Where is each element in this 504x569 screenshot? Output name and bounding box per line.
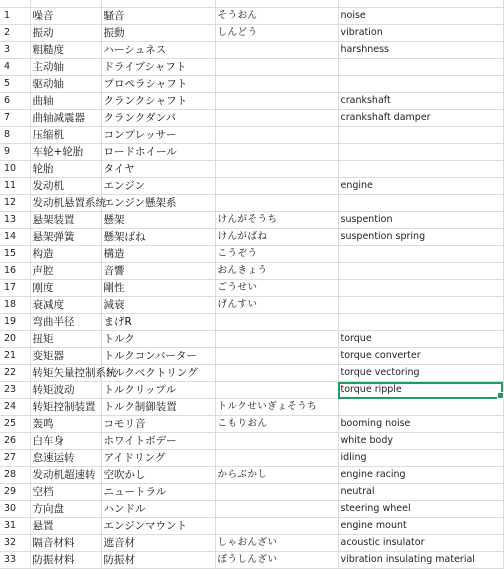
cell-chinese-term[interactable]: 衰减度 (30, 297, 101, 314)
table-row (0, 25, 503, 42)
table-row (0, 484, 503, 501)
cell-japanese-term[interactable]: 構造 (101, 246, 215, 263)
cell-english-term[interactable] (338, 399, 503, 416)
cell-japanese-term[interactable]: 空吹かし (101, 467, 215, 484)
cell-japanese-term[interactable]: タイヤ (101, 161, 215, 178)
cell-english-term[interactable]: torque vectoring (338, 365, 503, 382)
table-row (0, 450, 503, 467)
cell-english-term[interactable]: torque converter (338, 348, 503, 365)
cell-english-term[interactable]: vibration (338, 25, 503, 42)
cell-japanese-term[interactable]: 懸架 (101, 212, 215, 229)
cell-japanese-reading[interactable]: けんがそうち (215, 212, 338, 229)
table-row (0, 144, 503, 161)
cell-japanese-term[interactable]: コンプレッサー (101, 127, 215, 144)
cell-japanese-term[interactable]: トルク (101, 331, 215, 348)
cell-english-term[interactable] (338, 76, 503, 93)
table-row (0, 8, 503, 25)
cell-chinese-term[interactable]: 主动轴 (30, 59, 101, 76)
cell-japanese-term[interactable] (101, 0, 215, 8)
row-number: 6 (0, 93, 30, 110)
cell-chinese-term[interactable]: 曲轴 (30, 93, 101, 110)
table-row (0, 433, 503, 450)
row-number: 27 (0, 450, 30, 467)
row-number: 33 (0, 552, 30, 569)
cell-japanese-reading[interactable] (215, 331, 338, 348)
cell-chinese-term[interactable]: 压缩机 (30, 127, 101, 144)
cell-japanese-reading[interactable] (215, 59, 338, 76)
table-row (0, 59, 503, 76)
cell-english-term[interactable]: suspention (338, 212, 503, 229)
cell-japanese-term[interactable]: 遮音材 (101, 535, 215, 552)
cell-chinese-term[interactable]: 轮胎 (30, 161, 101, 178)
cell-english-term[interactable] (338, 144, 503, 161)
cell-chinese-term[interactable]: 悬架装置 (30, 212, 101, 229)
table-row (0, 365, 503, 382)
cell-japanese-reading[interactable] (215, 314, 338, 331)
cell-chinese-term[interactable]: 发动机悬置系统 (30, 195, 101, 212)
row-number: 7 (0, 110, 30, 127)
cell-chinese-term[interactable]: 噪音 (30, 8, 101, 25)
cell-english-term[interactable]: torque (338, 331, 503, 348)
cell-japanese-term[interactable]: クランクシャフト (101, 93, 215, 110)
cell-japanese-reading[interactable] (215, 433, 338, 450)
cell-chinese-term[interactable]: 声腔 (30, 263, 101, 280)
cell-japanese-term[interactable]: 防振材 (101, 552, 215, 569)
cell-japanese-reading[interactable] (215, 195, 338, 212)
table-row (0, 0, 503, 8)
cell-chinese-term[interactable]: 弯曲半径 (30, 314, 101, 331)
cell-chinese-term[interactable]: 构造 (30, 246, 101, 263)
row-number: 23 (0, 382, 30, 399)
table-row (0, 76, 503, 93)
cell-japanese-reading[interactable] (215, 161, 338, 178)
cell-japanese-reading[interactable] (215, 484, 338, 501)
table-row (0, 382, 503, 399)
cell-japanese-term[interactable]: コモリ音 (101, 416, 215, 433)
cell-japanese-term[interactable]: トルク制御装置 (101, 399, 215, 416)
selected-cell[interactable]: torque ripple (338, 382, 503, 399)
row-number: 26 (0, 433, 30, 450)
cell-japanese-term[interactable]: 懸架ばね (101, 229, 215, 246)
cell-japanese-reading[interactable]: トルクせいぎょそうち (215, 399, 338, 416)
cell-japanese-term[interactable]: ロードホイール (101, 144, 215, 161)
cell-english-term[interactable]: engine mount (338, 518, 503, 535)
cell-japanese-reading[interactable] (215, 348, 338, 365)
cell-japanese-reading[interactable]: げんすい (215, 297, 338, 314)
cell-chinese-term[interactable]: 刚度 (30, 280, 101, 297)
cell-japanese-term[interactable]: ホワイトボデー (101, 433, 215, 450)
cell-japanese-term[interactable]: ハンドル (101, 501, 215, 518)
cell-japanese-reading[interactable]: おんきょう (215, 263, 338, 280)
cell-japanese-reading[interactable] (215, 450, 338, 467)
row-number: 5 (0, 76, 30, 93)
cell-english-term[interactable]: crankshaft (338, 93, 503, 110)
cell-japanese-reading[interactable] (215, 0, 338, 8)
fill-handle[interactable] (497, 392, 504, 399)
table-row (0, 280, 503, 297)
cell-japanese-term[interactable]: エンジン (101, 178, 215, 195)
cell-japanese-term[interactable]: 騒音 (101, 8, 215, 25)
row-number: 31 (0, 518, 30, 535)
cell-japanese-reading[interactable]: けんがばね (215, 229, 338, 246)
table-row (0, 331, 503, 348)
cell-japanese-term[interactable]: 振動 (101, 25, 215, 42)
cell-english-term[interactable]: steering wheel (338, 501, 503, 518)
cell-chinese-term[interactable]: 轰鸣 (30, 416, 101, 433)
row-number: 29 (0, 484, 30, 501)
cell-chinese-term[interactable]: 发动机 (30, 178, 101, 195)
cell-chinese-term[interactable]: 白车身 (30, 433, 101, 450)
cell-chinese-term[interactable]: 驱动轴 (30, 76, 101, 93)
table-row (0, 229, 503, 246)
table-row (0, 246, 503, 263)
cell-english-term[interactable] (338, 127, 503, 144)
row-number: 22 (0, 365, 30, 382)
cell-japanese-term[interactable]: トルクリップル (101, 382, 215, 399)
table-row (0, 263, 503, 280)
cell-japanese-reading[interactable] (215, 518, 338, 535)
cell-english-term[interactable] (338, 195, 503, 212)
table-row (0, 552, 503, 569)
cell-chinese-term[interactable]: 悬架弹簧 (30, 229, 101, 246)
cell-english-term[interactable]: engine racing (338, 467, 503, 484)
cell-chinese-term[interactable]: 方向盘 (30, 501, 101, 518)
cell-japanese-term[interactable]: アイドリング (101, 450, 215, 467)
cell-english-term[interactable]: crankshaft damper (338, 110, 503, 127)
cell-english-term[interactable] (338, 246, 503, 263)
table-row (0, 416, 503, 433)
cell-chinese-term[interactable]: 振动 (30, 25, 101, 42)
cell-japanese-term[interactable]: トルクコンバーター (101, 348, 215, 365)
cell-japanese-term[interactable]: ニュートラル (101, 484, 215, 501)
cell-japanese-reading[interactable]: からぶかし (215, 467, 338, 484)
cell-japanese-reading[interactable] (215, 93, 338, 110)
row-number: 8 (0, 127, 30, 144)
cell-english-term[interactable]: vibration insulating material (338, 552, 503, 569)
cell-japanese-term[interactable]: プロペラシャフト (101, 76, 215, 93)
row-number: 19 (0, 314, 30, 331)
cell-japanese-term[interactable]: まげR (101, 314, 215, 331)
cell-japanese-term[interactable]: ドライブシャフト (101, 59, 215, 76)
cell-chinese-term[interactable]: 悬置 (30, 518, 101, 535)
table-row (0, 42, 503, 59)
row-number: 16 (0, 263, 30, 280)
cell-chinese-term[interactable]: 曲轴减震器 (30, 110, 101, 127)
cell-japanese-term[interactable]: 音響 (101, 263, 215, 280)
table-row (0, 297, 503, 314)
row-number: 11 (0, 178, 30, 195)
cell-english-term[interactable]: suspention spring (338, 229, 503, 246)
cell-japanese-reading[interactable] (215, 42, 338, 59)
table-row (0, 518, 503, 535)
table-row (0, 535, 503, 552)
table-row (0, 178, 503, 195)
cell-japanese-reading[interactable] (215, 76, 338, 93)
cell-chinese-term[interactable] (30, 0, 101, 8)
cell-japanese-term[interactable]: 剛性 (101, 280, 215, 297)
cell-english-term[interactable]: white body (338, 433, 503, 450)
cell-english-term[interactable] (338, 314, 503, 331)
row-number: 2 (0, 25, 30, 42)
cell-english-term[interactable] (338, 263, 503, 280)
cell-japanese-term[interactable]: 減衰 (101, 297, 215, 314)
cell-english-term[interactable]: acoustic insulator (338, 535, 503, 552)
cell-japanese-reading[interactable] (215, 110, 338, 127)
cell-japanese-reading[interactable] (215, 144, 338, 161)
row-number: 9 (0, 144, 30, 161)
cell-japanese-term[interactable]: トルクベクトリング (101, 365, 215, 382)
row-number: 14 (0, 229, 30, 246)
cell-japanese-term[interactable]: エンジンマウント (101, 518, 215, 535)
table-row (0, 399, 503, 416)
table-row (0, 195, 503, 212)
cell-japanese-reading[interactable] (215, 501, 338, 518)
cell-japanese-reading[interactable]: こもりおん (215, 416, 338, 433)
row-number: 17 (0, 280, 30, 297)
row-number: 28 (0, 467, 30, 484)
table-row (0, 161, 503, 178)
table-row (0, 127, 503, 144)
row-number: 30 (0, 501, 30, 518)
cell-chinese-term[interactable]: 空档 (30, 484, 101, 501)
cell-english-term[interactable] (338, 59, 503, 76)
cell-english-term[interactable] (338, 161, 503, 178)
cell-english-term[interactable] (338, 297, 503, 314)
cell-chinese-term[interactable]: 转矩矢量控制系统 (30, 365, 101, 382)
row-number (0, 0, 30, 8)
cell-japanese-reading[interactable] (215, 178, 338, 195)
cell-chinese-term[interactable]: 转矩波动 (30, 382, 101, 399)
cell-japanese-reading[interactable]: ごうせい (215, 280, 338, 297)
row-number: 21 (0, 348, 30, 365)
row-number: 3 (0, 42, 30, 59)
cell-chinese-term[interactable]: 转矩控制装置 (30, 399, 101, 416)
row-number: 20 (0, 331, 30, 348)
cell-chinese-term[interactable]: 发动机超速转 (30, 467, 101, 484)
cell-chinese-term[interactable]: 扭矩 (30, 331, 101, 348)
cell-english-term[interactable]: harshness (338, 42, 503, 59)
cell-english-term[interactable]: neutral (338, 484, 503, 501)
cell-english-term[interactable]: idling (338, 450, 503, 467)
cell-chinese-term[interactable]: 怠速运转 (30, 450, 101, 467)
cell-chinese-term[interactable]: 防振材料 (30, 552, 101, 569)
cell-english-term[interactable]: booming noise (338, 416, 503, 433)
cell-japanese-term[interactable]: エンジン懸架系 (101, 195, 215, 212)
row-number: 18 (0, 297, 30, 314)
cell-japanese-reading[interactable] (215, 382, 338, 399)
cell-japanese-reading[interactable]: しゃおんざい (215, 535, 338, 552)
cell-japanese-term[interactable]: クランクダンパ (101, 110, 215, 127)
cell-japanese-reading[interactable] (215, 365, 338, 382)
row-number: 12 (0, 195, 30, 212)
table-row (0, 467, 503, 484)
row-number: 4 (0, 59, 30, 76)
cell-japanese-reading[interactable]: ぼうしんざい (215, 552, 338, 569)
table-row (0, 93, 503, 110)
table-row (0, 348, 503, 365)
cell-japanese-reading[interactable]: そうおん (215, 8, 338, 25)
cell-japanese-reading[interactable] (215, 127, 338, 144)
cell-japanese-reading[interactable]: こうぞう (215, 246, 338, 263)
cell-english-term[interactable] (338, 0, 503, 8)
row-number: 1 (0, 8, 30, 25)
table-row (0, 212, 503, 229)
cell-japanese-term[interactable]: ハーシュネス (101, 42, 215, 59)
cell-chinese-term[interactable]: 车轮+轮胎 (30, 144, 101, 161)
row-number: 10 (0, 161, 30, 178)
cell-english-term[interactable]: engine (338, 178, 503, 195)
row-number: 32 (0, 535, 30, 552)
table-row (0, 501, 503, 518)
row-number: 24 (0, 399, 30, 416)
row-number: 25 (0, 416, 30, 433)
table-row (0, 110, 503, 127)
table-row (0, 314, 503, 331)
cell-chinese-term[interactable]: 粗糙度 (30, 42, 101, 59)
row-number: 13 (0, 212, 30, 229)
cell-japanese-reading[interactable]: しんどう (215, 25, 338, 42)
cell-chinese-term[interactable]: 隔音材料 (30, 535, 101, 552)
cell-chinese-term[interactable]: 变矩器 (30, 348, 101, 365)
cell-english-term[interactable]: noise (338, 8, 503, 25)
cell-english-term[interactable] (338, 280, 503, 297)
row-number: 15 (0, 246, 30, 263)
